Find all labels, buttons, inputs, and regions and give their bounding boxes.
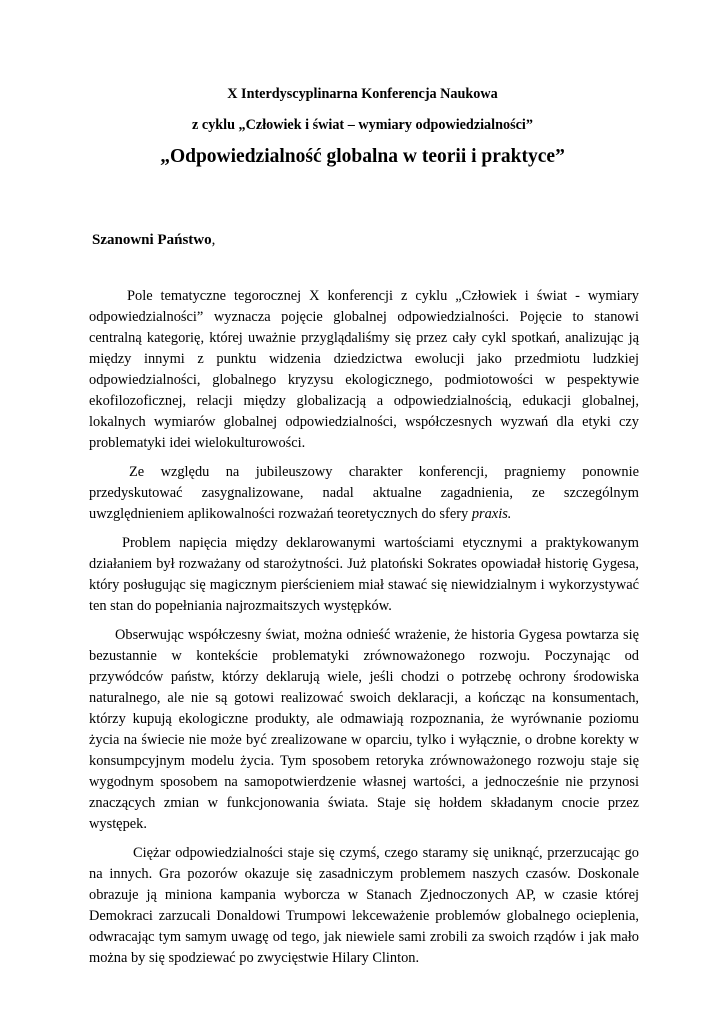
salutation-punctuation: ,: [211, 232, 216, 248]
salutation-text: Szanowni Państwo: [92, 232, 212, 248]
paragraph-3: Problem napięcia między deklarowanymi wartościami etycznymi a praktykowanym działaniem był rozważany od starożytności. Już platoński Sokrates opowiadał historię Gygesa, który posługując się magicznym pierścieniem miał stawać się niewidzialnym i wykorzystywać ten stan do popełniania najrozmaitszych występków.: [89, 535, 639, 614]
paragraph-1: Pole tematyczne tegorocznej X konferencji z cyklu „Człowiek i świat - wymiary odpowiedzialności” wyznacza pojęcie globalnej odpowiedzialności. Pojęcie to stanowi centralną kategorię, której uważnie przyglądaliśmy się przez cały cykl spotkań, analizując ją między innymi z punktu widzenia dziedzictwa ewolucji jako przedmiotu ludzkiej odpowiedzialności, globalnego kryzysu ekologicznego, podmiotowości w pespektywie ekofilozoficznej, relacji między globalizacją a odpowiedzialnością, edukacji globalnej, lokalnych wymiarów globalnej odpowiedzialności, współczesnych wyzwań dla etyki czy problematyki idei wielokulturowości.: [89, 288, 639, 451]
salutation: [92, 232, 215, 249]
letter-body: [89, 286, 639, 969]
conference-series: z cyklu „Człowiek i świat – wymiary odpowiedzialności”: [192, 117, 533, 133]
conference-title: X Interdyscyplinarna Konferencja Naukowa: [227, 86, 498, 102]
paragraph-5: Ciężar odpowiedzialności staje się czymś, czego staramy się uniknąć, przerzucając go na innych. Gra pozorów okazuje się zasadniczym problemem naszych czasów. Doskonale obrazuje ją miniona kampania wyborcza w Stanach Zjednoczonych AP, w czasie której Demokraci zarzucali Donaldowi Trumpowi lekceważenie problemów globalnego ocieplenia, odwracając tym samym uwagę od tego, jak niewiele sami zrobili za swoich rządów i jak mało można by się spodziewać po zwycięstwie Hilary Clinton.: [89, 845, 639, 966]
paragraph-2: [89, 462, 639, 525]
paragraph-2-text: Ze względu na jubileuszowy charakter konferencji, pragniemy ponownie przedyskutować zasygnalizowane, nadal aktualne zagadnienia, ze szczególnym uwzględnieniem aplikowalności rozważań teoretycznych do sfery: [89, 464, 639, 522]
conference-theme: „Odpowiedzialność globalna w teorii i praktyce”: [160, 146, 565, 167]
paragraph-2-italic: praxis.: [471, 506, 512, 522]
paragraph-4: Obserwując współczesny świat, można odnieść wrażenie, że historia Gygesa powtarza się bezustannie w kontekście problematyki zrównoważonego rozwoju. Poczynając od przywódców państw, którzy deklarują wiele, jeśli chodzi o potrzebę ochrony środowiska naturalnego, ale nie są gotowi realizować swoich deklaracji, a kończąc na konsumentach, którzy kupują ekologiczne produkty, ale odmawiają rozpoznania, że wyrównanie poziomu życia na świecie nie może być zrealizowane w oparciu, tylko i wyłącznie, o drobne korekty w konsumpcyjnym modelu życia. Tym sposobem retoryka zrównoważonego rozwoju staje się wygodnym sposobem na samopotwierdzenie własnej wartości, a jednocześnie nie przynosi znaczących zmian w funkcjonowania świata. Staje się hołdem składanym cnocie przez występek.: [89, 627, 639, 832]
